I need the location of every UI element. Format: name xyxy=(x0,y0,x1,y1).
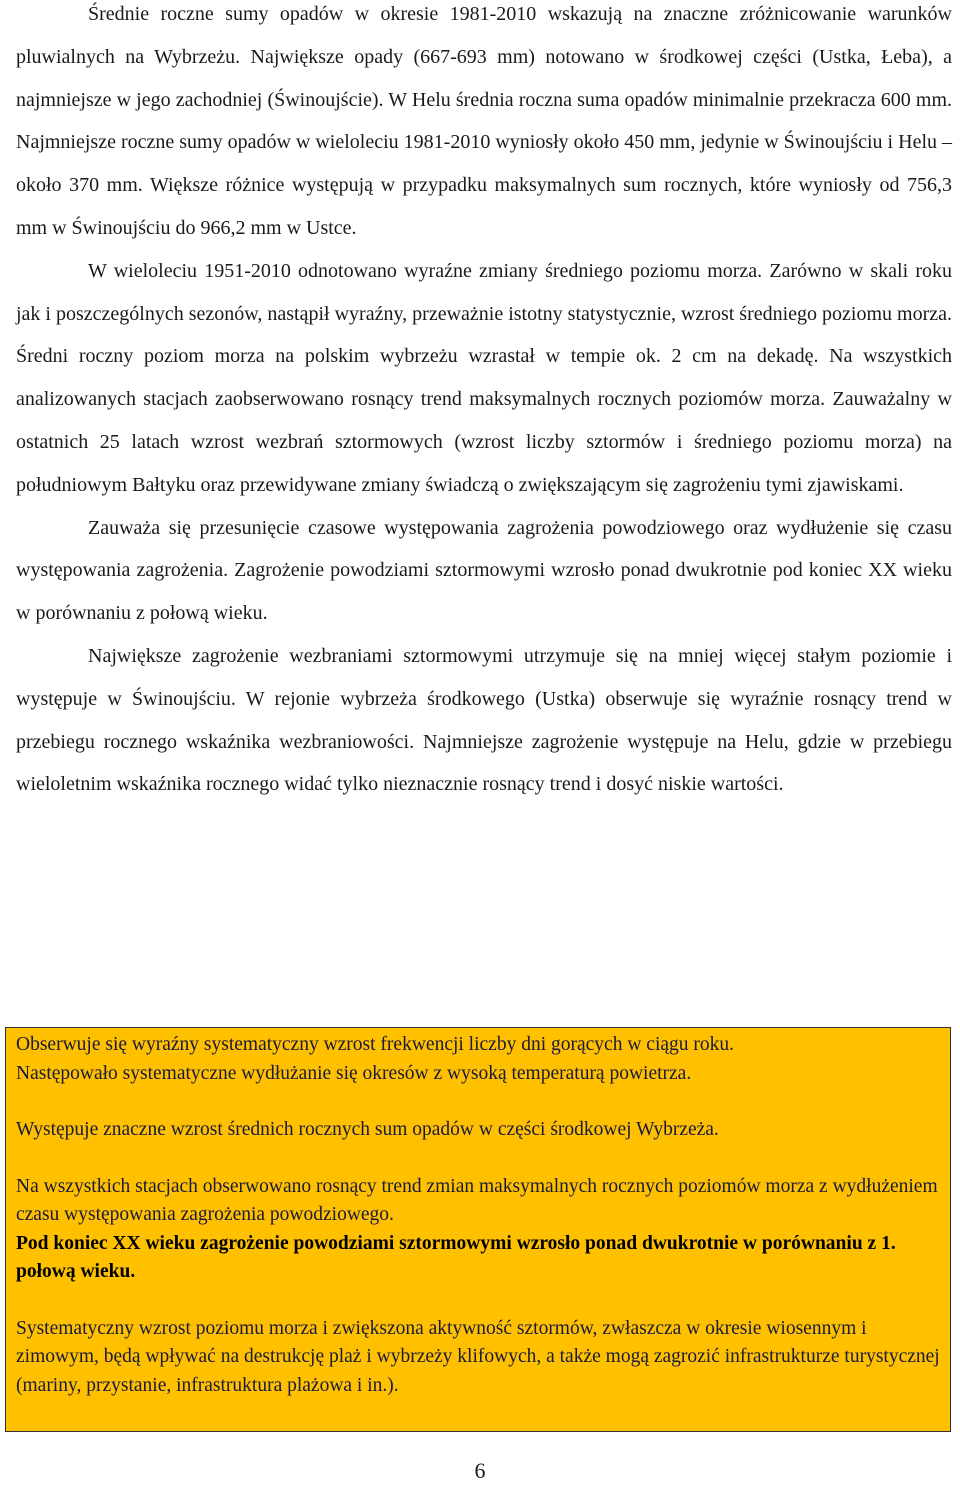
page-number: 6 xyxy=(474,1458,486,1483)
paragraph-flood-threat-timing: Zauważa się przesunięcie czasowe występowania zagrożenia powodziowego oraz wydłużenie się czasu występowania zagrożenia. Zagrożenie powodziami sztormowymi wzrosło ponad dwukrotnie pod koniec XX wieku w porównaniu z połową wieku. xyxy=(16,516,952,625)
paragraph-precipitation: Średnie roczne sumy opadów w okresie 1981-2010 wskazują na znaczne zróżnicowanie warunków pluwialnych na Wybrzeżu. Największe opady (667-693 mm) notowano w środkowej części (Ustka, Łeba), a najmniejsze w jego zachodniej (Świnoujście). W Helu średnia roczna suma opadów minimalnie przekracza 600 mm. Najmniejsze roczne sumy opadów w wieloleciu 1981-2010 wyniosły około 450 mm, jedynie w Świnoujściu i Helu – około 370 mm. Większe różnice występują w przypadku maksymalnych sum rocznych, które wyniosły od 756,3 mm w Świnoujściu do 966,2 mm w Ustce. xyxy=(16,3,952,239)
paragraph-storm-surge-threat: Największe zagrożenie wezbraniami sztormowymi utrzymuje się na mniej więcej stałym poziomie i występuje w Świnoujściu. W rejonie wybrzeża środkowego (Ustka) obserwuje się wyraźnie rosnący trend w przebiegu rocznego wskaźnika wezbraniowości. Najmniejsze zagrożenie występuje na Helu, gdzie w przebiegu wieloletnim wskaźnika rocznego widać tylko nieznacznie rosnący trend i dosyć niskie wartości. xyxy=(16,644,952,796)
summary-coastal-impact: Systematyczny wzrost poziomu morza i zwiększona aktywność sztormów, zwłaszcza w okresie wiosennym i zimowym, będą wpływać na destrukcję plaż i wybrzeży klifowych, a także mogą zagrozić infrastrukturze turystycznej (mariny, przystanie, infrastruktura plażowa i in.). xyxy=(16,1317,940,1396)
summary-sea-level-text: Na wszystkich stacjach obserwowano rosnący trend zmian maksymalnych rocznych poziomów morza z wydłużeniem czasu występowania zagrożenia powodziowego. xyxy=(16,1175,938,1225)
paragraph-sea-level: W wieloleciu 1951-2010 odnotowano wyraźne zmiany średniego poziomu morza. Zarówno w skali roku jak i poszczególnych sezonów, nastąpił wyraźny, przeważnie istotny statystycznie, wzrost średniego poziomu morza. Średni roczny poziom morza na polskim wybrzeżu wzrastał w tempie ok. 2 cm na dekadę. Na wszystkich analizowanych stacjach zaobserwowano rosnący trend maksymalnych rocznych poziomów morza. Zauważalny w ostatnich 25 latach wzrost wezbrań sztormowych (wzrost liczby sztormów i średniego poziomu morza) na południowym Bałtyku oraz przewidywane zmiany świadczą o zwiększającym się zagrożeniu tymi zjawiskami. xyxy=(16,259,952,496)
summary-hot-days-line2: Następowało systematyczne wydłużanie się okresów z wysoką temperaturą powietrza. xyxy=(16,1062,692,1084)
summary-hot-days xyxy=(16,1031,940,1088)
summary-precipitation: Występuje znaczne wzrost średnich rocznych sum opadów w części środkowej Wybrzeża. xyxy=(16,1119,719,1140)
main-text xyxy=(16,0,952,806)
summary-storm-flood-bold: Pod koniec XX wieku zagrożenie powodziami sztormowymi wzrosło ponad dwukrotnie w porównaniu z 1. połową wieku. xyxy=(16,1232,896,1282)
summary-sea-level xyxy=(16,1173,940,1287)
summary-hot-days-line1: Obserwuje się wyraźny systematyczny wzrost frekwencji liczby dni gorących w ciągu roku. xyxy=(16,1034,735,1055)
summary-box xyxy=(5,1027,951,1432)
